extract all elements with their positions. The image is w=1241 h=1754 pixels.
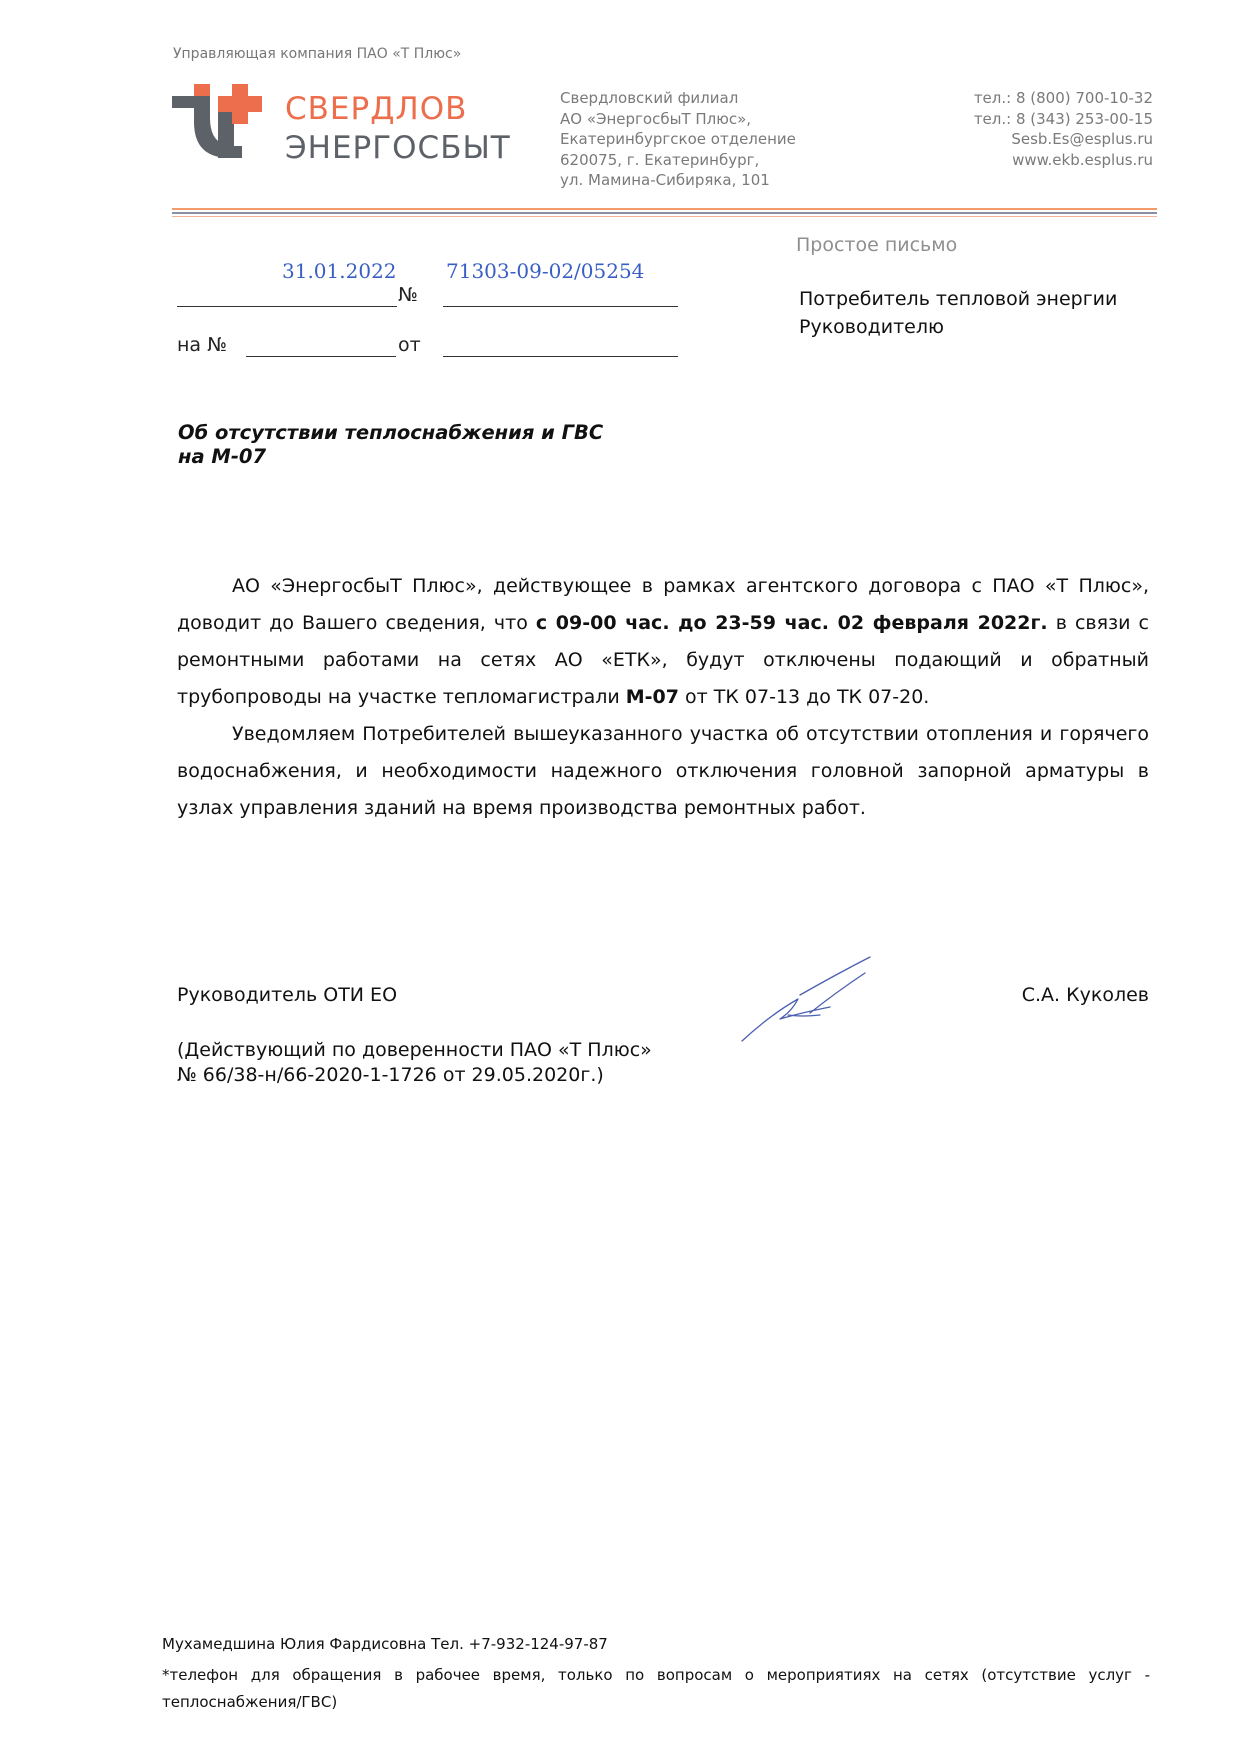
management-company: Управляющая компания ПАО «Т Плюс» (173, 46, 462, 62)
letter-number: 71303-09-02/05254 (446, 259, 645, 283)
poa-line: (Действующий по доверенности ПАО «Т Плюс» (177, 1039, 652, 1061)
phone-1: тел.: 8 (800) 700-10-32 (973, 89, 1153, 107)
branch-line: Свердловский филиал (560, 89, 739, 107)
signer-name: С.А. Куколев (1021, 984, 1149, 1006)
mail-type: Простое письмо (796, 234, 958, 256)
letter-body (177, 568, 1149, 827)
branch-line: 620075, г. Екатеринбург, (560, 150, 760, 169)
body-paragraph: Уведомляем Потребителей вышеуказанного участка об отсутствии отопления и горячего водоснабжения, и необходимости надежного отключения головной запорной арматуры в узлах управления зданий на время производства ремонтных работ. (177, 723, 1149, 819)
logo-text-bottom: ЭНЕРГОСБЫТ (285, 130, 511, 166)
subject-line: на М-07 (178, 445, 267, 468)
website-link[interactable]: www.ekb.esplus.ru (1012, 150, 1153, 169)
logo-text-top: СВЕРДЛОВ (285, 91, 468, 127)
number-underline (443, 306, 678, 307)
letter-date: 31.01.2022 (282, 259, 397, 283)
ref-date-underline (443, 356, 678, 357)
header-rule (172, 208, 1157, 210)
addressee (799, 285, 1117, 341)
body-paragraph (177, 568, 1149, 716)
date-underline (177, 306, 397, 307)
ref-number-underline (246, 356, 396, 357)
ref-number-label: на № (177, 334, 227, 356)
branch-line: ул. Мамина-Сибиряка, 101 (560, 171, 770, 189)
poa-line: № 66/38-н/66-2020-1-1726 от 29.05.2020г.) (177, 1064, 604, 1086)
footer-note: *телефон для обращения в рабочее время, только по вопросам о мероприятиях на сетях (отсутствие услуг - теплоснабжения/ГВС) (162, 1666, 1150, 1711)
branch-address (560, 88, 796, 191)
number-label: № (398, 284, 418, 306)
contact-block (974, 88, 1153, 170)
header-rule (172, 216, 1157, 217)
header-rule (172, 212, 1157, 214)
email-link[interactable]: Sesb.Es@esplus.ru (1011, 130, 1153, 148)
ref-date-label: от (398, 334, 421, 356)
branch-line: АО «ЭнергосбыТ Плюс», (560, 109, 752, 128)
body-text: АО «ЭнергосбыТ Плюс», действующее в рамках агентского договора с ПАО «Т Плюс», доводит до Вашего сведения, что (177, 575, 1149, 634)
signer-title: Руководитель ОТИ ЕО (177, 984, 398, 1006)
addressee-line: Руководителю (799, 316, 945, 338)
subject-line: Об отсутствии теплоснабжения и ГВС (178, 421, 604, 444)
addressee-line: Потребитель тепловой энергии (799, 288, 1118, 310)
footer-contact: Мухамедшина Юлия Фардисовна Тел. +7-932-124-97-87 (162, 1635, 608, 1653)
main-line-id: М-07 (625, 686, 679, 708)
letter-subject (178, 421, 603, 469)
phone-2: тел.: 8 (343) 253-00-15 (973, 109, 1153, 128)
body-text: в связи с ремонтными работами на сетях АО «ЕТК», будут отключены подающий и обратный трубопроводы на участке тепломагистрали (177, 612, 1149, 708)
branch-line: Екатеринбургское отделение (560, 130, 796, 148)
power-of-attorney (177, 1038, 652, 1088)
outage-period: с 09-00 час. до 23-59 час. 02 февраля 2022г. (535, 612, 1048, 634)
body-text: от ТК 07-13 до ТК 07-20. (679, 686, 930, 708)
signature-icon (740, 955, 875, 1045)
